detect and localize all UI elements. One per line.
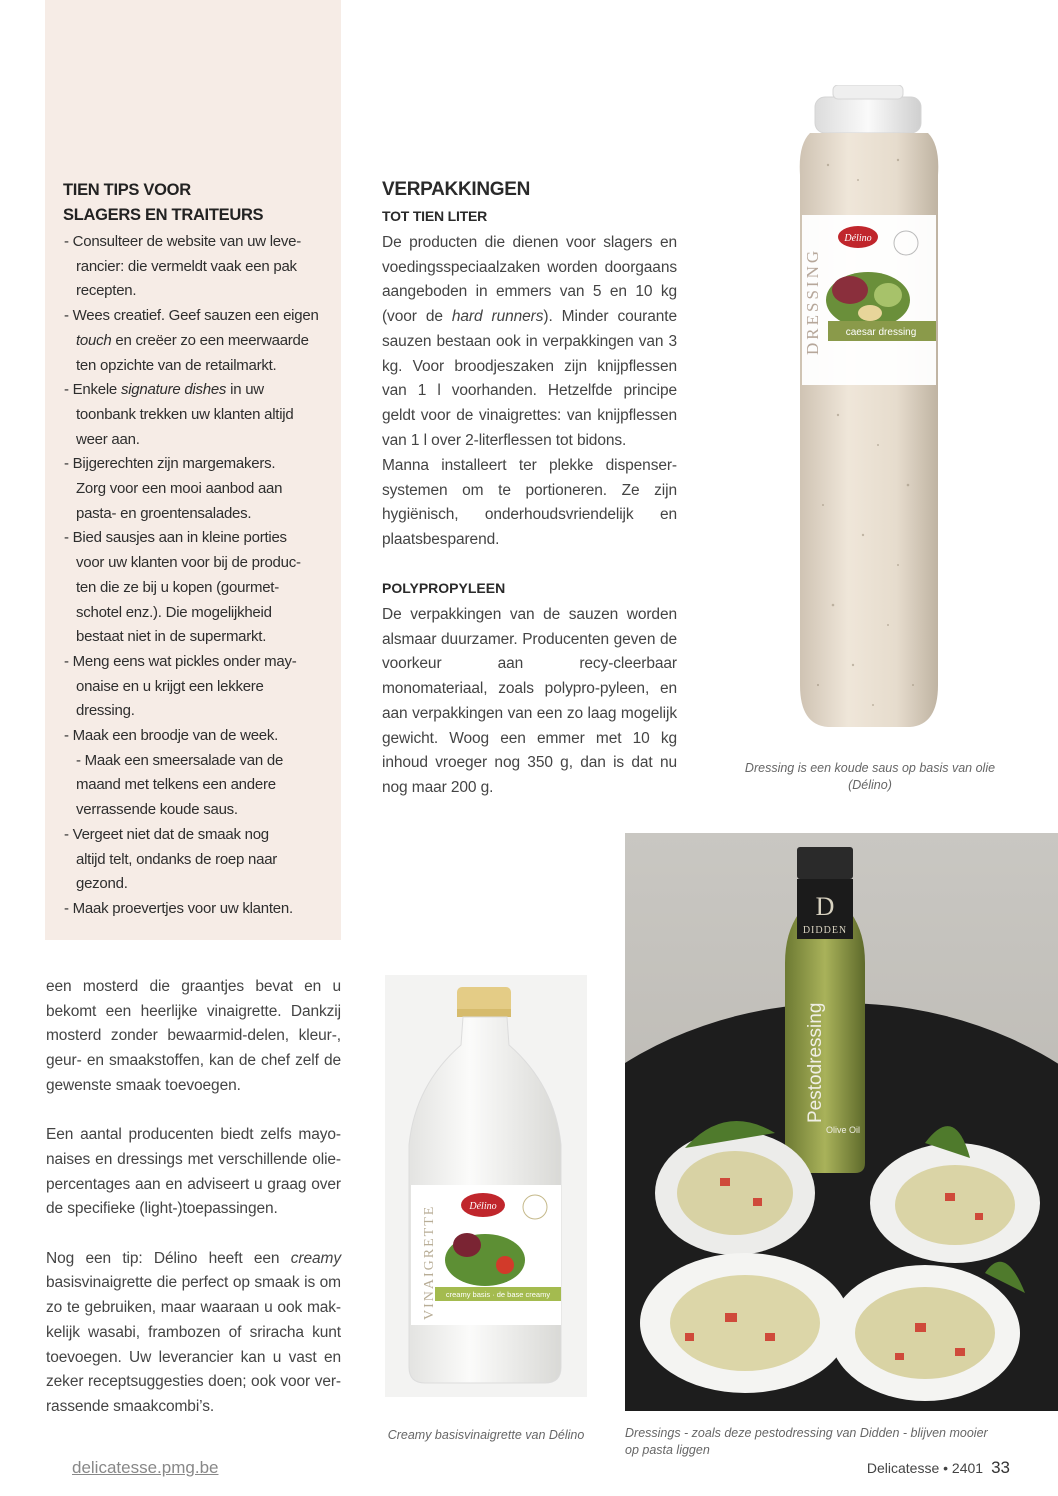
polypropyleen-paragraph: De verpakkingen van de sauzen worden alsmaar duurzamer. Producenten geven de voorkeur aan recy-cleerbaar monomateriaal, zoals polypro-pyleen, en aan verpakkingen van een zo laag mogelijk gewicht. Woog een emmer met 10 kg inhoud vroeger nog 350 g, dan is dat nu nog maar 200 g. (382, 606, 677, 796)
tip-line: ten die ze bij u kopen (gourmet- (76, 578, 279, 596)
left-paragraph-3: Nog een tip: Délino heeft een creamy basisvinaigrette die perfect op smaak is om zo te gebruiken, maar waaraan u ook mak-kelijk wasabi, frambozen of sriracha kunt toevoegen. Uw leverancier kan u vast en zeker receptsuggesties doen; ook voor ver-rassende smaakcombi’s. (46, 1249, 341, 1415)
tip-line: - Maak een smeersalade van de (76, 751, 284, 769)
tip-line: - Bijgerechten zijn margemakers. (64, 455, 276, 473)
spoon-3 (640, 1253, 850, 1393)
didden-brand: DIDDEN (802, 925, 848, 936)
tip-line: pasta- en groentensalades. (76, 504, 252, 522)
delino-logo-text-2: Délino (469, 1201, 497, 1212)
olive-oil-label: Olive Oil (825, 1125, 861, 1135)
tip-line: touch en creëer zo een meerwaarde (76, 331, 309, 349)
tip-line: bestaat niet in de supermarkt. (76, 628, 267, 646)
dressing-bottle-image (738, 85, 1000, 745)
tip-line: altijd telt, ondanks de roep naar (76, 850, 278, 868)
tip-line: dressing. (76, 702, 135, 720)
caption-pesto: Dressings - zoals deze pestodressing van Didden - blijven mooier op pasta liggen (625, 1426, 988, 1457)
tip-line: gezond. (76, 875, 128, 893)
section-title-verpakkingen: VERPAKKINGEN (382, 179, 531, 200)
tip-line: ten opzichte van de retailmarkt. (76, 356, 277, 374)
vinaigrette-name-label: creamy basis · de base creamy (445, 1290, 551, 1299)
tip-line: - Meng eens wat pickles onder may- (64, 652, 297, 670)
vinaigrette-bottle-illustration (385, 975, 587, 1397)
tip-line: recepten. (76, 282, 137, 300)
tip-line: rancier: die vermeldt vaak een pak (76, 257, 297, 275)
caption-dressing: Dressing is een koude saus op basis van olie (Délino) (744, 761, 996, 792)
tip-line: maand met telkens een andere (76, 776, 276, 794)
tip-line: voor uw klanten voor bij de produc- (76, 554, 301, 572)
tip-line: - Consulteer de website van uw leve- (64, 233, 301, 250)
tip-line: - Maak proevertjes voor uw klanten. (64, 899, 293, 917)
page-number: 33 (991, 1458, 1010, 1477)
verpakkingen-paragraph-1: De producten die dienen voor slagers en voedingsspeciaalzaken worden doorgaans aangeboden in emmers van 5 en 10 kg (voor de hard runners). Minder courante sauzen bestaan ook in verpakkingen van 3 kg. Voor broodjeszaken zijn knijpflessen van 1 l voorhanden. Hetzelfde principe geldt voor de vinaigrettes: van knijpflessen van 1 l over 2-literflessen tot bidons. (382, 234, 677, 449)
tips-list (62, 230, 337, 922)
vinaigrette-bottle-image (385, 975, 587, 1397)
tip-line: - Enkele signature dishes in uw (64, 381, 264, 399)
tip-line: toonbank trekken uw klanten altijd (76, 405, 294, 423)
pesto-pasta-illustration (625, 833, 1058, 1411)
left-column-text (46, 975, 341, 1444)
dressing-vertical-label: DRESSING (803, 247, 822, 355)
didden-logo: D (815, 892, 835, 921)
tip-line: Zorg voor een mooi aanbod aan (76, 480, 283, 498)
dressing-bottle-illustration (738, 85, 1000, 745)
tip-line: onaise en u krijgt een lekkere (76, 677, 264, 695)
section-subtitle: TOT TIEN LITER (382, 208, 488, 224)
footer-url-link[interactable]: delicatesse.pmg.be (72, 1458, 219, 1477)
tip-line: weer aan. (76, 430, 140, 448)
footer-issue (867, 1458, 1010, 1478)
tip-line: - Maak een broodje van de week. (64, 727, 279, 745)
tip-line: schotel enz.). Die mogelijkheid (76, 603, 272, 621)
left-paragraph-2: Een aantal producenten biedt zelfs mayo-naises en dressings met verschillende olie-percentages aan en adviseert u graag over de specifieke (light-)toepassingen. (46, 1126, 341, 1218)
magazine-issue: Delicatesse • 2401 (866, 1460, 984, 1476)
caesar-dressing-label: caesar dressing (845, 327, 917, 338)
left-paragraph-1: een mosterd die graantjes bevat en u bekomt een heerlijke vinaigrette. Dankzij mosterd zonder bewaarmid-delen, kleur-, geur- en smaakstoffen, kan de chef zelf de gewenste smaak toevoegen. (46, 978, 341, 1094)
tip-line: verrassende koude saus. (76, 801, 238, 819)
section-title-polypropyleen: POLYPROPYLEEN (382, 580, 506, 596)
pesto-vertical-label: Pestodressing (805, 1002, 826, 1123)
vinaigrette-vertical-label: VINAIGRETTE (422, 1204, 437, 1320)
tip-line: - Wees creatief. Geef sauzen een eigen (64, 307, 319, 325)
delino-logo-text: Délino (844, 233, 872, 244)
tips-title: TIEN TIPS VOOR SLAGERS EN TRAITEURS (63, 181, 264, 224)
pesto-pasta-image (625, 833, 1058, 1411)
verpakkingen-paragraph-2: Manna installeert ter plekke dispenser-systemen om te portioneren. Ze zijn hygiënisch, onderhoudsvriendelijk en plaatsbesparend. (382, 457, 677, 549)
tip-line: - Bied sausjes aan in kleine porties (64, 529, 287, 547)
tip-line: - Vergeet niet dat de smaak nog (64, 825, 269, 843)
caption-vinaigrette: Creamy basisvinaigrette van Délino (387, 1428, 585, 1442)
